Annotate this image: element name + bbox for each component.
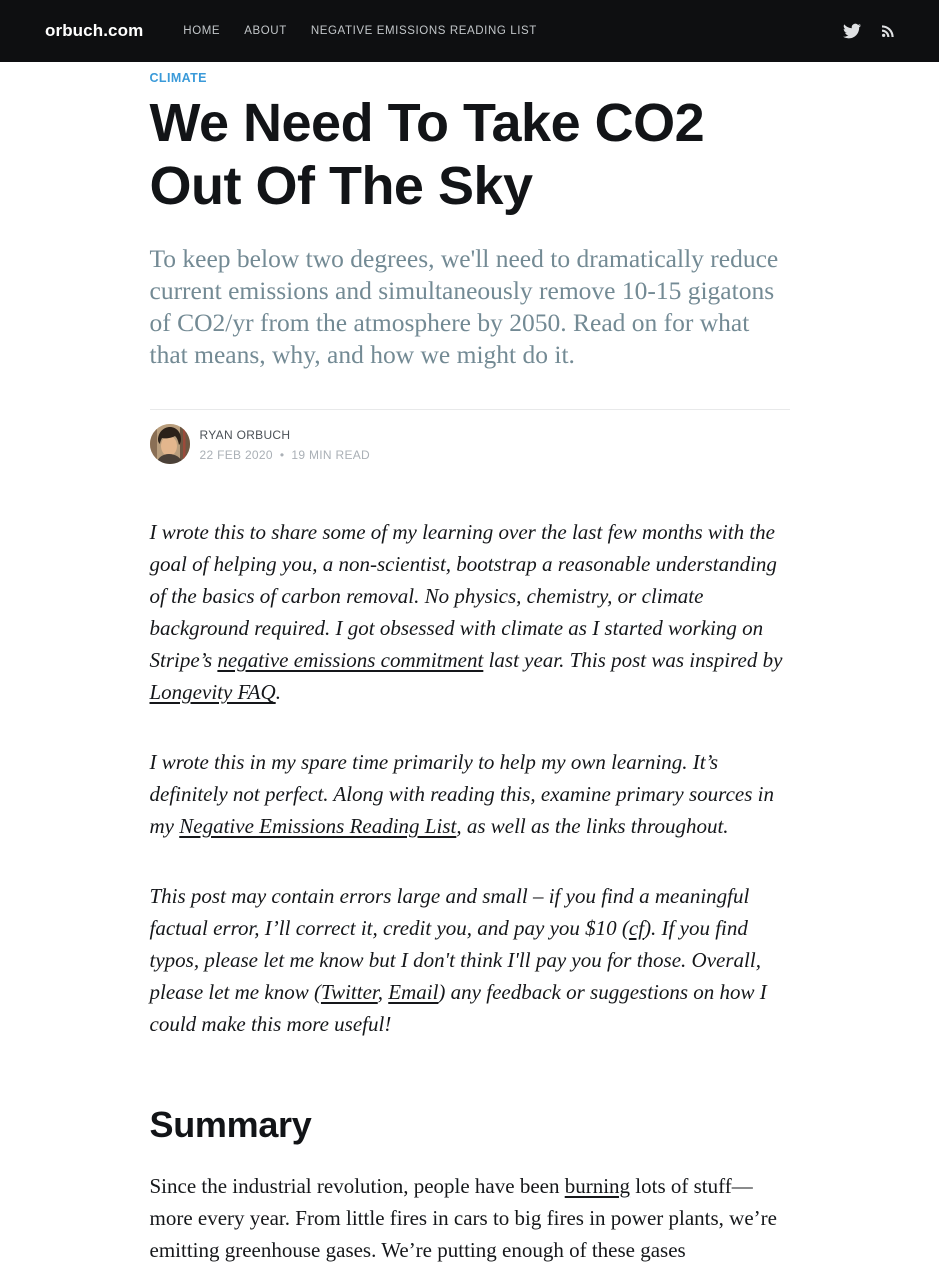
inline-link[interactable]: Email	[388, 980, 439, 1005]
rss-icon[interactable]	[879, 22, 897, 40]
post-body	[150, 516, 790, 1266]
text-segment: ,	[377, 980, 389, 1005]
read-time: 19 MIN READ	[291, 448, 371, 463]
twitter-icon[interactable]	[843, 22, 861, 40]
post-date: 22 FEB 2020	[199, 448, 273, 463]
byline-text	[200, 426, 371, 462]
inline-link[interactable]: burning	[564, 1174, 631, 1199]
nav-social-icons	[843, 22, 897, 40]
text-segment: .	[275, 680, 281, 705]
text-segment: lots of stuff—more every year. From little fires in cars to big fires in power plants, we’re emitting greenhouse gases. We’re putting enough of these gases	[149, 1174, 777, 1263]
post-tag-climate[interactable]: CLIMATE	[149, 71, 207, 85]
nav-links	[171, 15, 549, 47]
text-segment: last year. This post was inspired by	[483, 648, 783, 673]
nav-link-home[interactable]: HOME	[183, 25, 221, 37]
intro-paragraph-2	[150, 746, 790, 842]
inline-link[interactable]: negative emissions commitment	[217, 648, 484, 673]
text-segment: , as well as the links throughout.	[456, 814, 729, 839]
intro-paragraph-3	[150, 880, 790, 1040]
article-header	[150, 62, 790, 464]
author-avatar[interactable]	[150, 424, 190, 464]
text-segment: I wrote this in my spare time primarily to help my own learning. It’s definitely not perfect. Along with reading this, examine primary sources in my	[149, 750, 774, 839]
author-name[interactable]: RYAN ORBUCH	[199, 428, 291, 443]
inline-link[interactable]: Longevity FAQ	[149, 680, 276, 705]
post-title: We Need To Take CO2 Out Of The Sky	[149, 93, 705, 216]
text-segment: Since the industrial revolution, people have been	[149, 1174, 565, 1199]
text-segment: ). If you find typos, please let me know but I don't think I'll pay you for those. Overall, please let me know (	[149, 916, 761, 1005]
nav-link-about[interactable]: ABOUT	[244, 25, 287, 37]
byline	[150, 410, 790, 464]
article-column	[150, 62, 790, 1266]
inline-link[interactable]: cf	[628, 916, 645, 941]
text-segment: ) any feedback or suggestions on how I could make this more useful!	[149, 980, 767, 1037]
summary-paragraph-1	[150, 1170, 790, 1266]
site-nav	[0, 0, 939, 62]
text-segment: I wrote this to share some of my learning over the last few months with the goal of helping you, a non-scientist, bootstrap a reasonable understanding of the basics of carbon removal. No physics, chemistry, or climate background required. I got obsessed with climate as I started working on Stripe’s	[149, 520, 777, 673]
inline-link[interactable]: Negative Emissions Reading List	[179, 814, 457, 839]
meta-separator: •	[279, 448, 285, 463]
nav-link-reading-list[interactable]: NEGATIVE EMISSIONS READING LIST	[310, 25, 537, 37]
inline-link[interactable]: Twitter	[320, 980, 378, 1005]
site-brand[interactable]: orbuch.com	[45, 21, 144, 40]
summary-heading: Summary	[149, 1104, 312, 1146]
post-excerpt: To keep below two degrees, we'll need to dramatically reduce current emissions and simultaneously remove 10-15 gigatons of CO2/yr from the atmosphere by 2050. Read on for what that means, why, and how we might do it.	[149, 244, 779, 370]
intro-paragraph-1	[150, 516, 790, 708]
byline-meta	[200, 448, 371, 462]
text-segment: This post may contain errors large and small – if you find a meaningful factual error, I’ll correct it, credit you, and pay you $10 (	[149, 884, 750, 941]
